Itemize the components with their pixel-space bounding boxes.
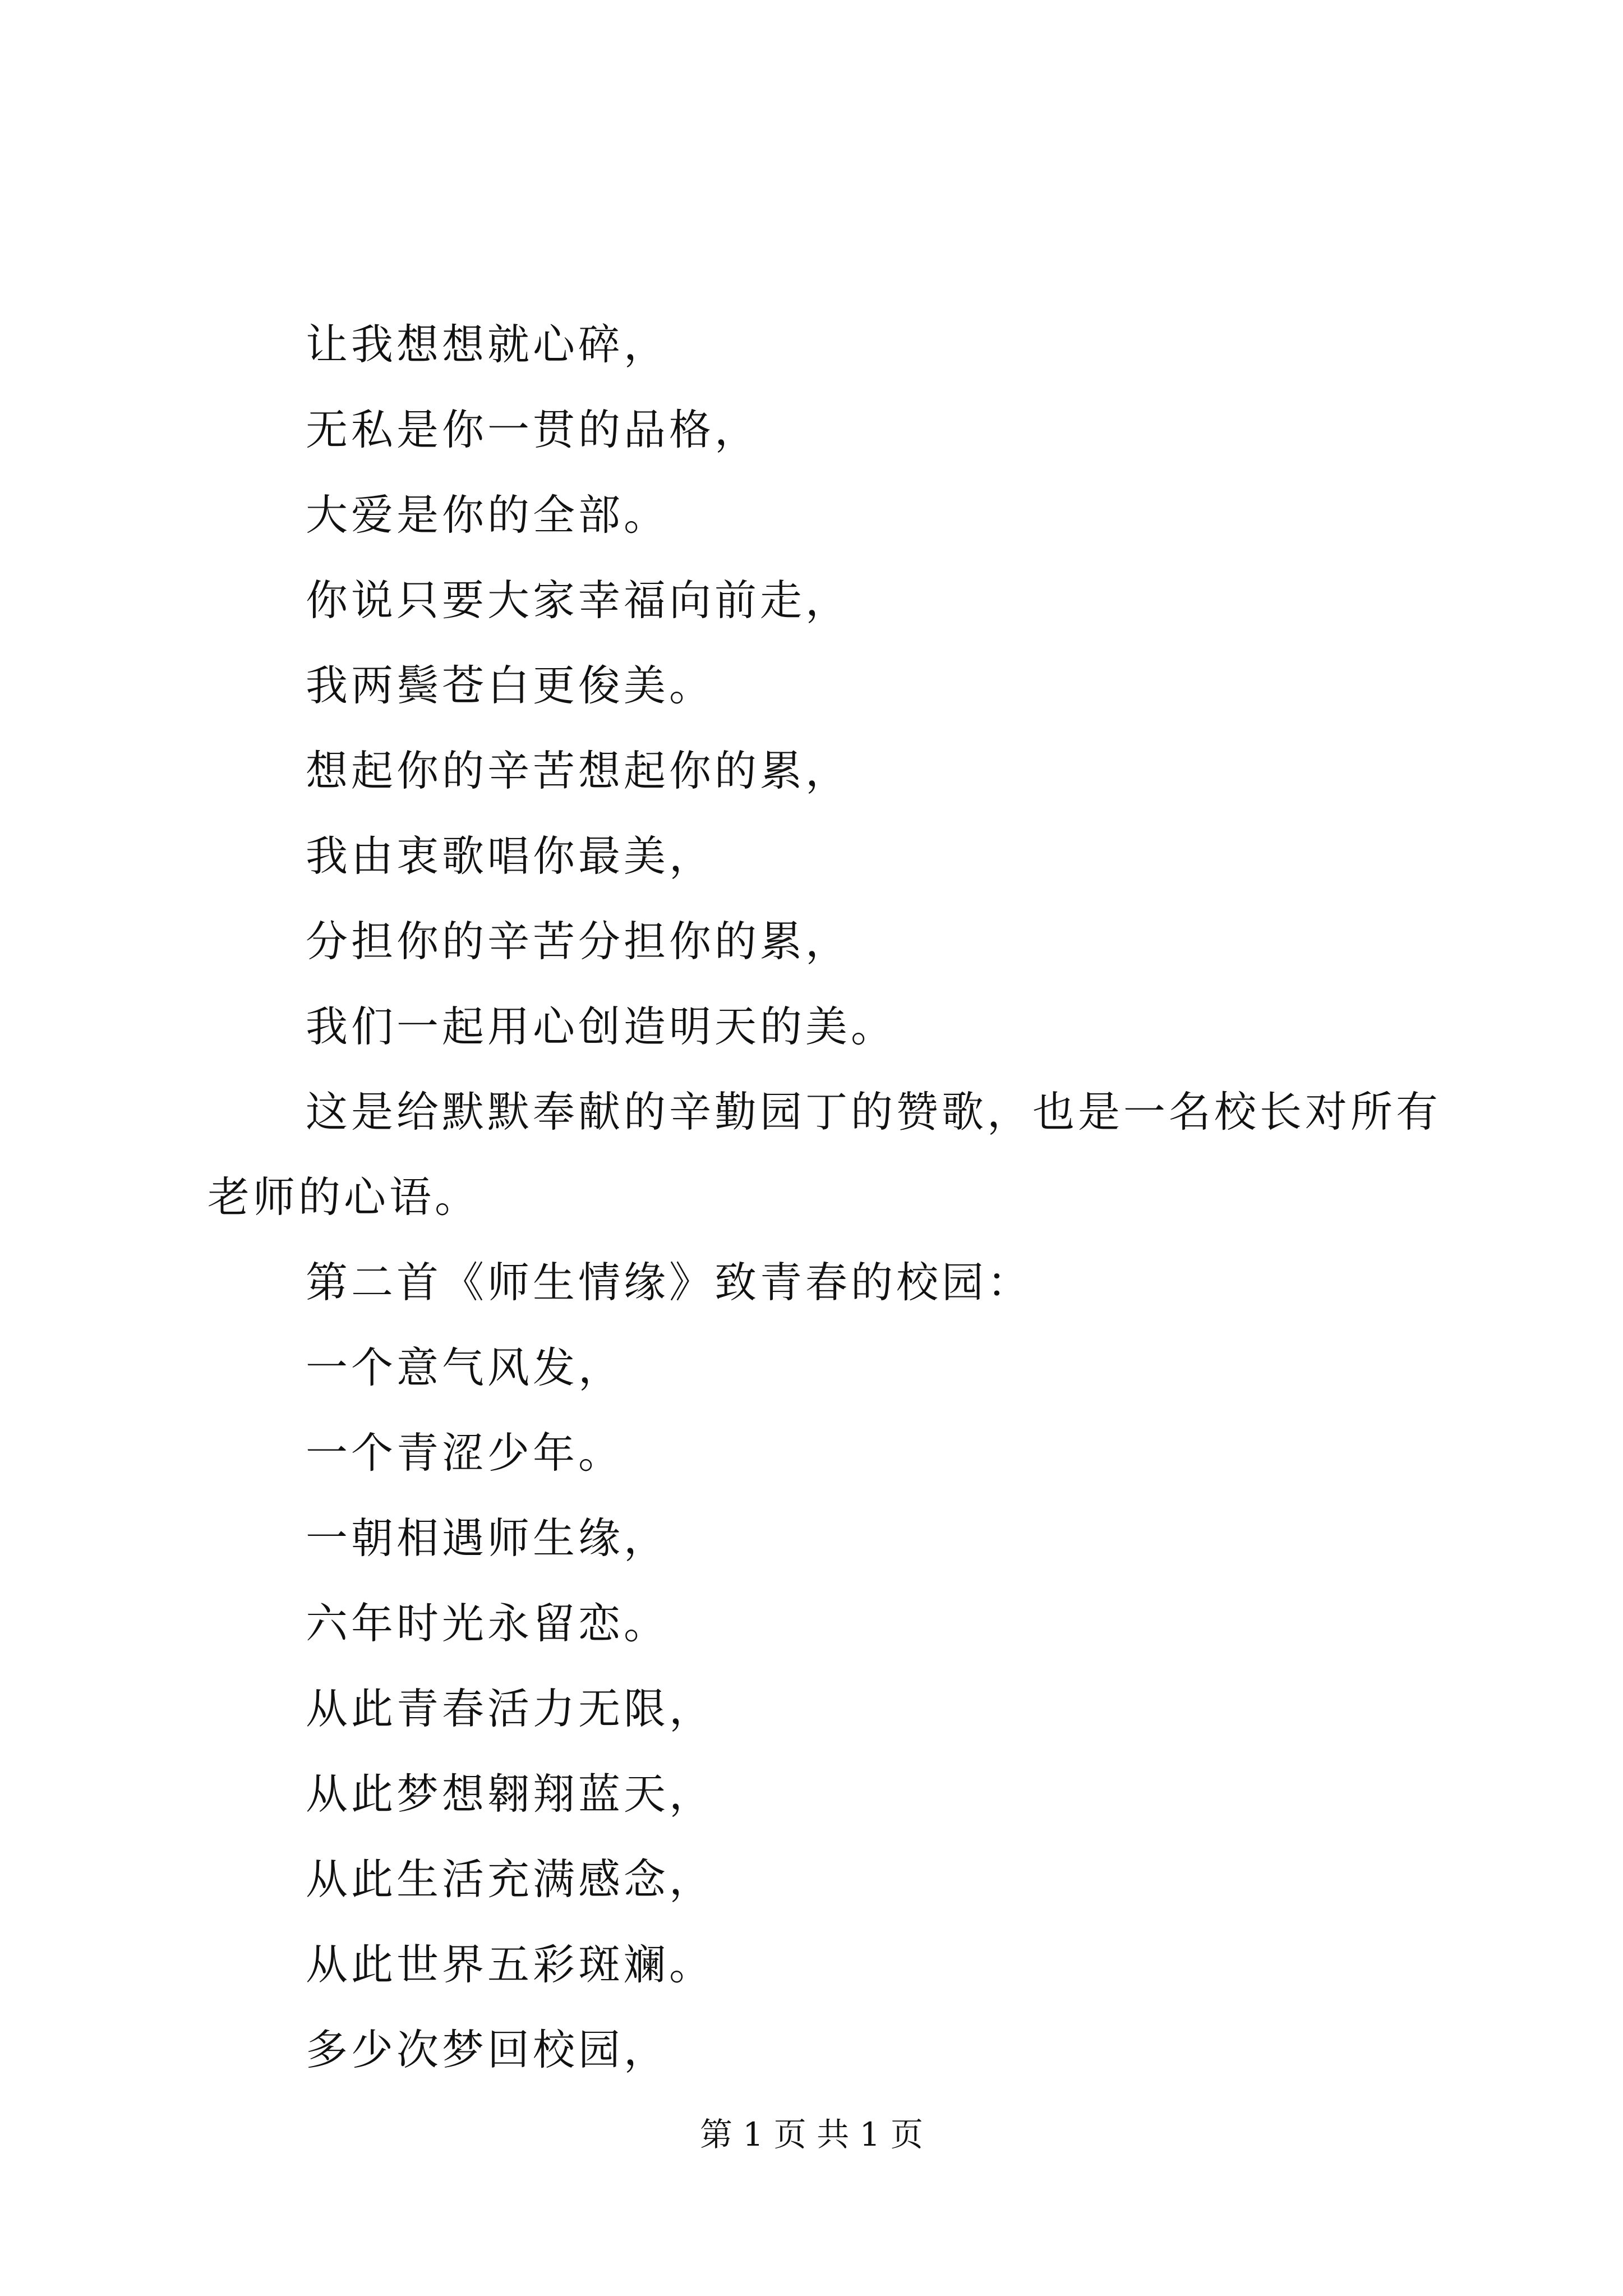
poem-line: 我两鬓苍白更俊美。 bbox=[306, 661, 715, 710]
poem-line: 一个意气风发， bbox=[306, 1343, 624, 1392]
poem-line: 我们一起用心创造明天的美。 bbox=[306, 1002, 897, 1051]
poem-line: 你说只要大家幸福向前走， bbox=[306, 576, 851, 625]
poem-line: 从此生活充满感念， bbox=[306, 1855, 715, 1904]
poem-line: 一个青涩少年。 bbox=[306, 1428, 624, 1478]
poem-line: 我由衷歌唱你最美， bbox=[306, 831, 715, 881]
poem-line: 分担你的辛苦分担你的累， bbox=[306, 917, 851, 966]
poem-line: 大爱是你的全部。 bbox=[306, 490, 670, 540]
poem-line: 一朝相遇师生缘， bbox=[306, 1513, 670, 1563]
document-body bbox=[208, 302, 1441, 2092]
page-footer: 第 1 页 共 1 页 bbox=[700, 2115, 923, 2154]
body-paragraph: 这是给默默奉献的辛勤园丁的赞歌，也是一名校长对所有老师的心语。 bbox=[208, 1087, 1442, 1222]
poem-line: 六年时光永留恋。 bbox=[306, 1599, 670, 1648]
poem-line: 从此梦想翱翔蓝天， bbox=[306, 1769, 715, 1819]
section-heading-line: 第二首《师生情缘》致青春的校园： bbox=[306, 1258, 1033, 1307]
poem-line: 多少次梦回校园， bbox=[306, 2025, 670, 2074]
poem-line: 让我想想就心碎， bbox=[306, 320, 670, 369]
poem-line: 想起你的辛苦想起你的累， bbox=[306, 746, 851, 795]
poem-line: 从此世界五彩斑斓。 bbox=[306, 1940, 715, 1989]
poem-line: 从此青春活力无限， bbox=[306, 1684, 715, 1733]
poem-line: 无私是你一贯的品格， bbox=[306, 405, 760, 454]
